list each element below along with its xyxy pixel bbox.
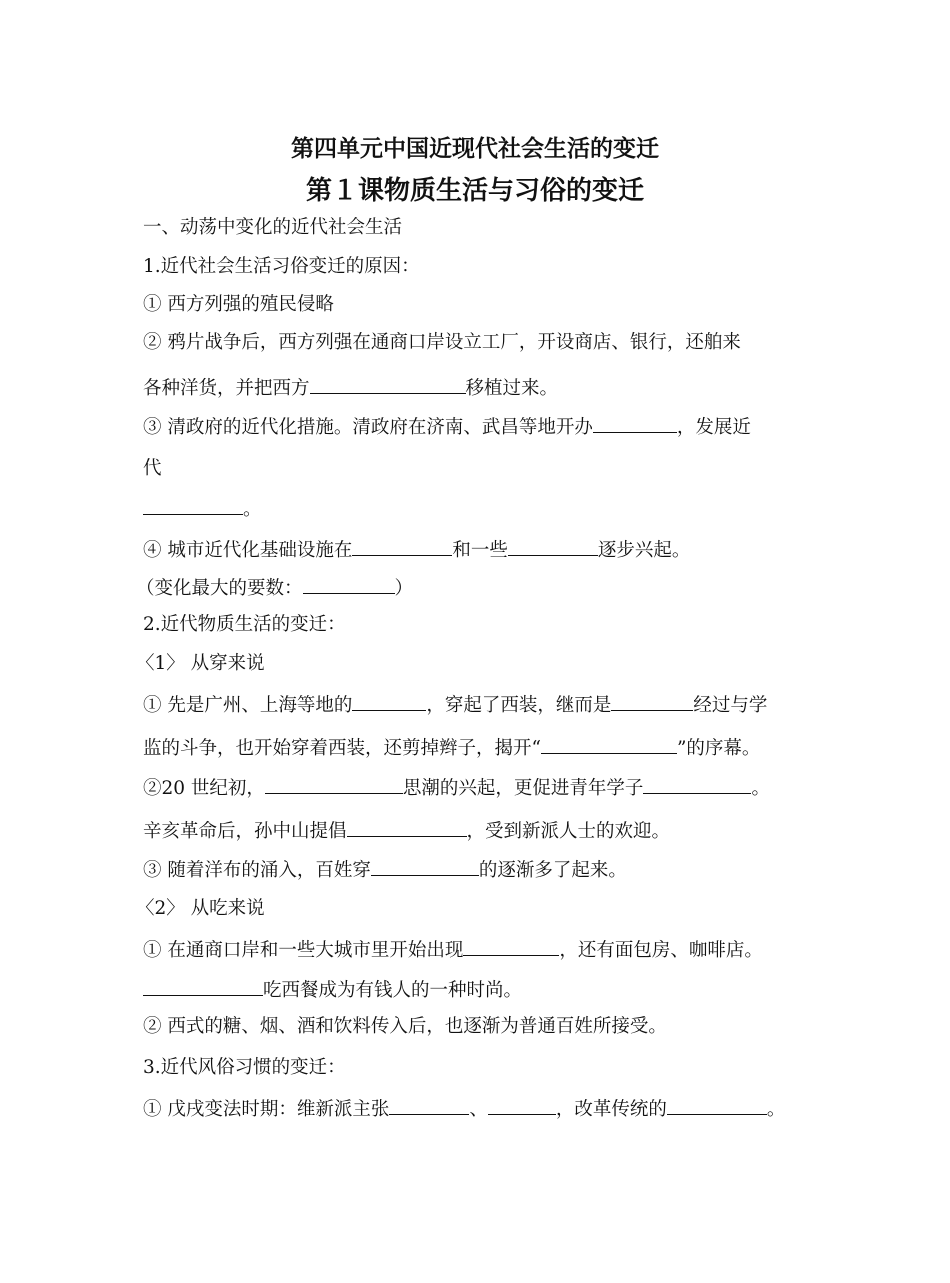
question-1-item-3-cont [143,457,162,481]
food-item-1 [143,937,763,963]
section-heading-text: 一、动荡中变化的近代社会生活 [143,217,403,238]
question-1-heading [143,255,420,279]
answer-blank[interactable] [541,735,677,754]
clothing-item-1-cont [143,735,760,761]
question-1-item-1 [143,293,334,317]
item-text: ② 鸦片战争后，西方列强在通商口岸设立工厂，开设商店、银行，还舶来 [143,332,741,353]
answer-blank[interactable] [352,692,426,711]
item-text: ，还有面包房、咖啡店。 [559,940,763,961]
item-text: ，穿起了西装，继而是 [426,695,612,716]
lesson-title: 第１课物质生活与习俗的变迁 [305,176,644,206]
question-3-heading [143,1056,346,1080]
answer-blank[interactable] [265,775,403,794]
food-item-2 [143,1015,667,1039]
answer-blank[interactable] [347,818,467,837]
item-text: 〈2〉 从吃来说 [136,898,265,919]
item-text: ① 戊戌变法时期：维新派主张 [143,1099,390,1120]
answer-blank[interactable] [143,977,263,996]
answer-blank[interactable] [488,1096,556,1115]
item-text: ②20 世纪初， [143,778,265,799]
question-2-heading [143,613,346,637]
item-text: 代 [143,458,162,479]
item-text: ，发展近 [676,417,751,438]
answer-blank[interactable] [463,937,559,956]
question-1-heading-text: 1.近代社会生活习俗变迁的原因： [143,256,420,277]
answer-blank[interactable] [352,537,452,556]
item-text: 。 [766,1099,786,1120]
item-text: 〈1〉 从穿来说 [136,653,265,674]
clothing-item-2-cont [143,818,670,844]
item-text: ，受到新派人士的欢迎。 [466,821,671,842]
question-1-item-3 [143,414,751,440]
clothing-item-2 [143,775,770,801]
question-1-item-3-end [143,496,262,522]
item-text: ② 西式的糖、烟、酒和饮料传入后，也逐渐为普通百姓所接受。 [143,1016,667,1037]
item-text: 思潮的兴起，更促进青年学子 [402,778,644,799]
item-text: 辛亥革命后，孙中山提倡 [143,821,347,842]
item-text: ① 先是广州、上海等地的 [143,695,353,716]
item-text: 各种洋货，并把西方 [143,378,310,399]
question-1-item-2 [143,331,741,355]
item-text: ③ 清政府的近代化措施。清政府在济南、武昌等地开办 [143,417,593,438]
question-1-item-2-cont [143,375,558,401]
question-2-heading-text: 2.近代物质生活的变迁： [143,614,346,635]
answer-blank[interactable] [643,775,751,794]
answer-blank[interactable] [389,1096,469,1115]
item-text: ① 在通商口岸和一些大城市里开始出现 [143,940,464,961]
customs-item-1 [143,1096,785,1122]
answer-blank[interactable] [143,496,243,515]
section-heading [143,216,402,240]
item-text: ① 西方列强的殖民侵略 [143,294,334,315]
item-text: （变化最大的要数： [136,578,303,599]
food-item-1-cont [143,977,522,1003]
item-text: 和一些 [452,540,508,561]
question-1-item-4 [143,537,690,563]
item-text: 。 [243,499,262,520]
answer-blank[interactable] [310,375,466,394]
answer-blank[interactable] [303,575,395,594]
item-text: 吃西餐成为有钱人的一种时尚。 [263,980,523,1001]
item-text: 移植过来。 [465,378,559,399]
item-text: ） [394,578,414,599]
answer-blank[interactable] [593,414,677,433]
item-text: 的逐渐多了起来。 [478,860,627,881]
answer-blank[interactable] [611,692,693,711]
question-2-sub-1 [136,652,265,676]
item-text: 、 [469,1099,488,1120]
answer-blank[interactable] [371,857,479,876]
item-text: 。 [751,778,770,799]
item-text: ”的序幕。 [676,738,761,759]
unit-title: 第四单元中国近现代社会生活的变迁 [291,135,659,162]
question-2-sub-2 [136,897,265,921]
item-text: 经过与学 [693,695,768,716]
answer-blank[interactable] [667,1096,767,1115]
clothing-item-1 [143,692,767,718]
item-text: ，改革传统的 [555,1099,667,1120]
question-3-heading-text: 3.近代风俗习惯的变迁： [143,1057,346,1078]
item-text: 逐步兴起。 [597,540,691,561]
item-text: 监的斗争，也开始穿着西装，还剪掉辫子，揭开“ [143,738,541,759]
clothing-item-3 [143,857,627,883]
question-1-note [136,575,413,601]
item-text: ④ 城市近代化基础设施在 [143,540,353,561]
item-text: ③ 随着洋布的涌入，百姓穿 [143,860,371,881]
answer-blank[interactable] [508,537,598,556]
